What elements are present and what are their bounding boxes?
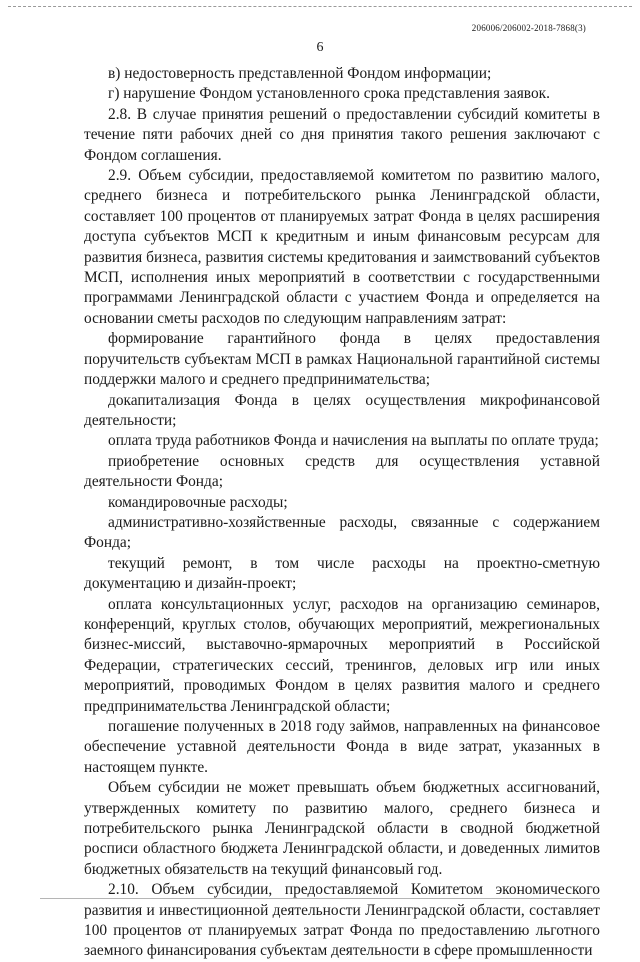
expense-consulting: оплата консультационных услуг, расходов на организацию семинаров, конференций, круглых столов, обучающих мероприятий, межрегиональных бизнес-миссий, выставочно-ярмарочных мероприятий в Российской Федерации, стратегических сессий, тренингов, деловых игр или иных мероприятий, проводимых Фондом в целях развития малого и среднего предпринимательства Ленинградской области; xyxy=(84,595,600,715)
paragraph-item-g: г) нарушение Фондом установленного срока представления заявок. xyxy=(108,85,550,103)
expense-fixed-assets: приобретение основных средств для осуществления уставной деятельности Фонда; xyxy=(84,452,600,491)
expense-recapitalization: докапитализация Фонда в целях осуществления микрофинансовой деятельности; xyxy=(84,391,600,429)
expense-salaries: оплата труда работников Фонда и начисления на выплаты по оплате труда; xyxy=(108,432,599,450)
expense-administrative: административно-хозяйственные расходы, связанные с содержанием Фонда; xyxy=(84,513,600,552)
bottom-edge-rule xyxy=(40,898,600,899)
page-number: 6 xyxy=(316,40,324,55)
paragraph-2-10: 2.10. Объем субсидии, предоставляемой Комитетом экономического развития и инвестиционной деятельности Ленинградской области, составляет 100 процентов от планируемых затрат Фонда по предоставлению льготного заемного финансирования субъектам деятельности в сфере промышленности xyxy=(84,881,600,960)
paragraph-item-v: в) недостоверность представленной Фондом информации; xyxy=(108,65,492,82)
top-edge-rule xyxy=(8,6,632,7)
paragraph-2-8: 2.8. В случае принятия решений о предоставлении субсидий комитеты в течение пяти рабочих дней со дня принятия такого решения заключают с Фондом соглашения. xyxy=(84,105,600,164)
paragraph-subsidy-limit: Объем субсидии не может превышать объем бюджетных ассигнований, утвержденных комитету по развитию малого, среднего бизнеса и потребительского рынка Ленинградской области в сводной бюджетной росписи областного бюджета Ленинградской области, и доведенных лимитов бюджетных обязательств на текущий финансовый год. xyxy=(84,779,600,878)
document-id: 206006/206002-2018-7868(3) xyxy=(471,23,586,33)
expense-travel: командировочные расходы; xyxy=(108,493,288,511)
paragraph-2-9: 2.9. Объем субсидии, предоставляемой комитетом по развитию малого, среднего бизнеса и потребительского рынка Ленинградской области, составляет 100 процентов от планируемых затрат Фонда в целях расширения доступа субъектов МСП к кредитным и иным финансовым ресурсам для развития бизнеса, развития системы кредитования и заимствований субъектов МСП, исполнения иных мероприятий в соответствии с государственными программами Ленинградской области с участием Фонда и определяется на основании сметы расходов по следующим направлениям затрат: xyxy=(84,167,600,327)
document-body xyxy=(84,64,600,962)
expense-loan-repayment: погашение полученных в 2018 году займов, направленных на финансовое обеспечение уставной деятельности Фонда в виде затрат, указанных в настоящем пункте. xyxy=(84,718,600,776)
expense-repairs: текущий ремонт, в том числе расходы на проектно-сметную документацию и дизайн-проект; xyxy=(84,554,600,593)
expense-guarantee-fund: формирование гарантийного фонда в целях предоставления поручительств субъектам МСП в рамках Национальной гарантийной системы поддержки малого и среднего предпринимательства; xyxy=(84,330,600,389)
